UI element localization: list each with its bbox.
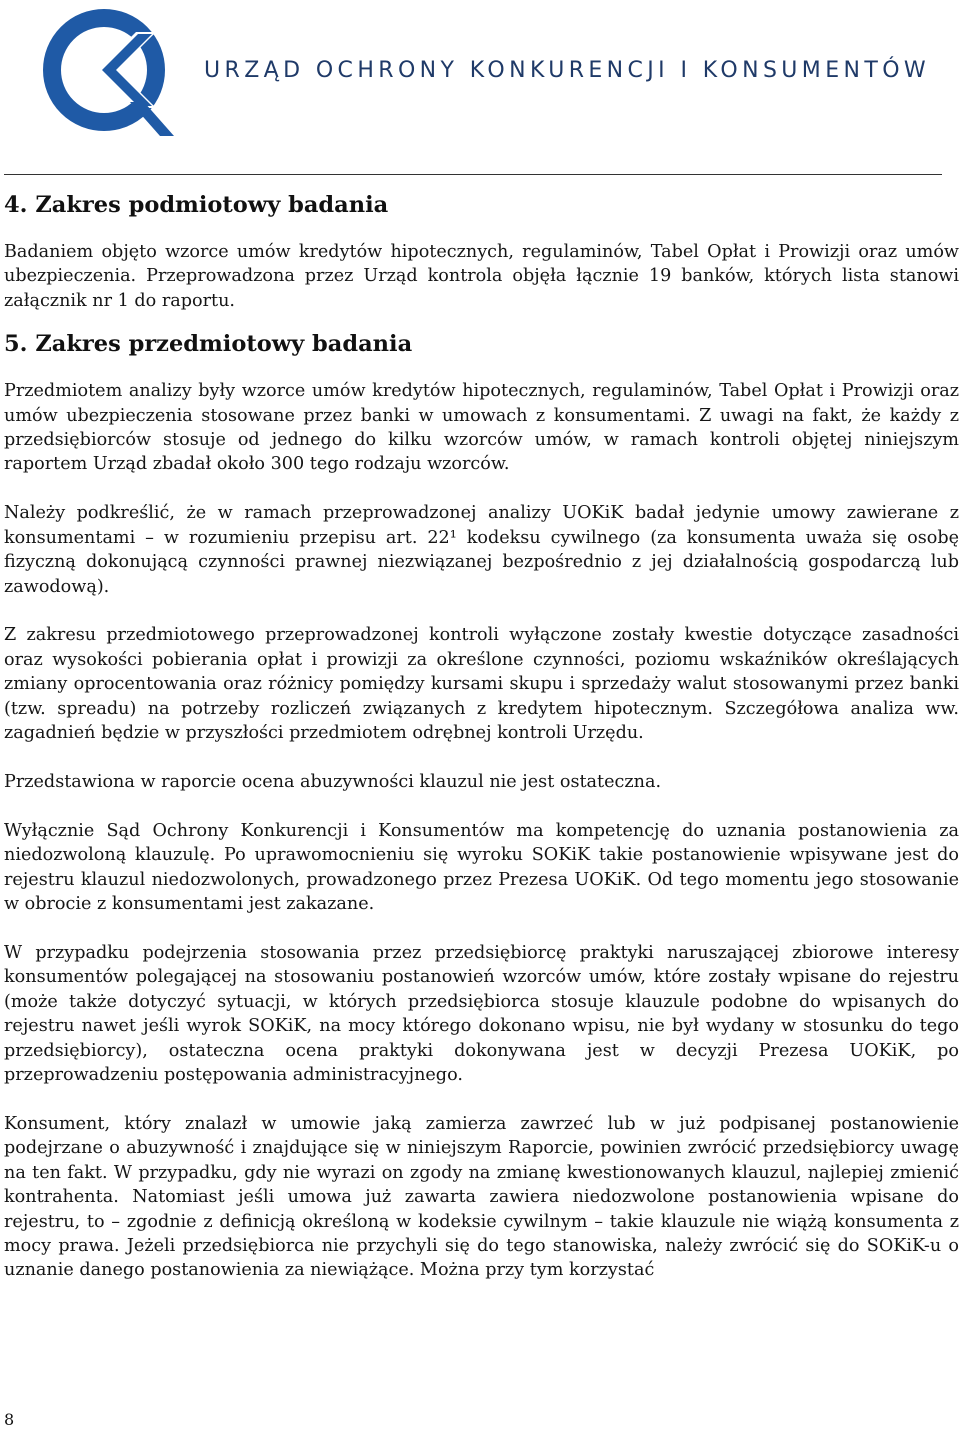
section-5-paragraph: Konsument, który znalazł w umowie jaką zamierza zawrzeć lub w już podpisanej postanowienie podejrzane o abuzywność i znajdujące się w niniejszym Raporcie, powinien zwrócić przedsiębiorcy uwagę na ten fakt. W przypadku, gdy nie wyrazi on zgody na zmianę kwestionowanych klauzul, najlepiej zmienić kontrahenta. Natomiast jeśli umowa już zawarta zawiera niedozwolone postanowienia wpisane do rejestru, to – zgodnie z definicją określoną w kodeksie cywilnym – takie klauzule nie wiążą konsumenta z mocy prawa. Jeżeli przedsiębiorca nie przychyli się do tego stanowiska, należy zwrócić się do SOKiK-u o uznanie danego postanowienia za niewiążące. Można przy tym korzystać xyxy=(4,1113,959,1281)
section-5-paragraph: Należy podkreślić, że w ramach przeprowadzonej analizy UOKiK badał jedynie umowy zawierane z konsumentami – w rozumieniu przepisu art. 22¹ kodeksu cywilnego (za konsumenta uważa się osobę fizyczną dokonującą czynności prawnej niezwiązanej bezpośrednio z jej działalnością gospodarczą lub zawodową). xyxy=(4,503,959,597)
page-number: 8 xyxy=(4,1410,15,1429)
header-divider xyxy=(4,174,942,175)
section-5-paragraph: Z zakresu przedmiotowego przeprowadzonej kontroli wyłączone zostały kwestie dotyczące zasadności oraz wysokości pobierania opłat i prowizji za określone czynności, poziomu wskaźników określających zmiany oprocentowania oraz różnicy pomiędzy kursami skupu i sprzedaży walut stosowanymi przez banki (tzw. spreadu) na potrzeby rozliczeń związanych z kredytem hipotecznym. Szczegółowa analiza ww. zagadnień będzie w przyszłości przedmiotem odrębnej kontroli Urzędu. xyxy=(4,625,959,744)
section-4-paragraph: Badaniem objęto wzorce umów kredytów hipotecznych, regulaminów, Tabel Opłat i Prowizji oraz umów ubezpieczenia. Przeprowadzona przez Urząd kontrola objęła łącznie 19 banków, których lista stanowi załącznik nr 1 do raportu. xyxy=(4,242,959,311)
section-4-heading: 4. Zakres podmiotowy badania xyxy=(4,192,389,218)
section-5-heading: 5. Zakres przedmiotowy badania xyxy=(4,331,413,358)
section-5-paragraph: Wyłącznie Sąd Ochrony Konkurencji i Konsumentów ma kompetencję do uznania postanowienia za niedozwoloną klauzulę. Po uprawomocnieniu się wyroku SOKiK takie postanowienie wpisywane jest do rejestru klauzul niedozwolonych, prowadzonego przez Prezesa UOKiK. Od tego momentu jego stosowanie w obrocie z konsumentami jest zakazane. xyxy=(4,820,959,915)
uokik-logo-icon xyxy=(40,6,174,140)
page-header xyxy=(0,0,960,180)
organization-name: URZĄD OCHRONY KONKURENCJI I KONSUMENTÓW xyxy=(204,58,931,83)
document-body xyxy=(4,190,959,1283)
section-5-paragraph: Przedmiotem analizy były wzorce umów kredytów hipotecznych, regulaminów, Tabel Opłat i Prowizji oraz umów ubezpieczenia stosowane przez banki w umowach z konsumentami. Z uwagi na fakt, że każdy z przedsiębiorców stosuje od jednego do kilku wzorców umów, w ramach kontroli objętej niniejszym raportem Urząd zbadał około 300 tego rodzaju wzorców. xyxy=(4,381,959,475)
section-5-paragraph: W przypadku podejrzenia stosowania przez przedsiębiorcę praktyki naruszającej zbiorowe interesy konsumentów polegającej na stosowaniu postanowień wzorców umów, które zostały wpisane do rejestru (może także dotyczyć sytuacji, w których przedsiębiorca stosuje klauzule podobne do wpisanych do rejestru nawet jeśli wyrok SOKiK, na mocy którego dokonano wpisu, nie był wydany w stosunku do tego przedsiębiorcy), ostateczna ocena praktyki dokonywana jest w decyzji Prezesa UOKiK, po przeprowadzeniu postępowania administracyjnego. xyxy=(4,943,959,1086)
section-5-paragraph: Przedstawiona w raporcie ocena abuzywności klauzul nie jest ostateczna. xyxy=(4,772,662,792)
